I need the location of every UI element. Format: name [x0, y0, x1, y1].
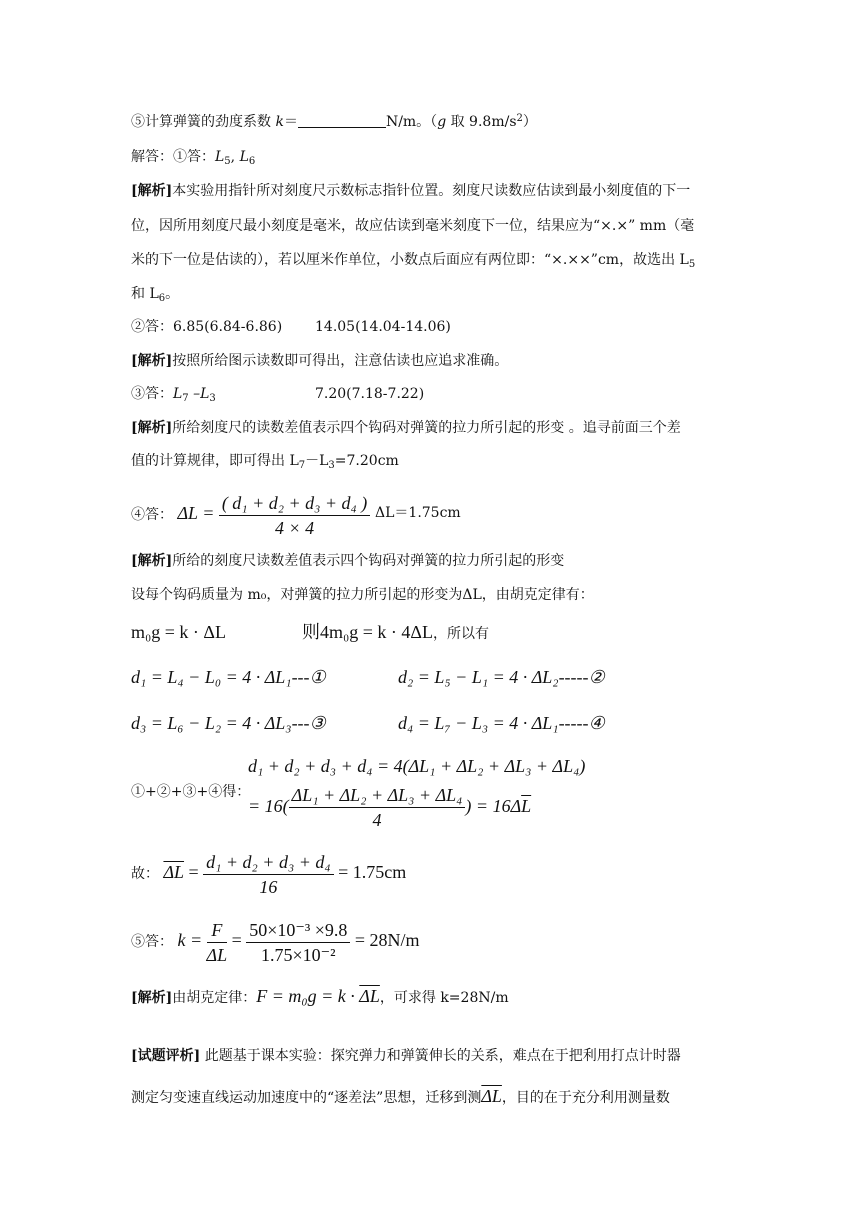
fraction — [207, 918, 228, 967]
denominator: ΔL — [206, 944, 228, 965]
analysis-4 — [131, 551, 564, 571]
fraction — [289, 783, 466, 832]
formula: d₄ = L₇ − L₃ = 4 · ΔL₁-----④ — [398, 713, 605, 733]
l6: L — [239, 149, 249, 165]
formula: d₂ = L₅ − L₁ = 4 · ΔL₂-----② — [398, 667, 605, 687]
analysis-tag: [解析] — [131, 183, 173, 199]
l-bar: $\overline{L}$ — [521, 796, 532, 816]
formula-lhs: ΔL = — [177, 503, 215, 523]
formula: = 16( — [248, 796, 289, 816]
answer-3 — [131, 384, 216, 404]
answer-3-value — [315, 384, 424, 404]
text: 本实验用指针所对刻度尺示数标志指针位置。刻度尺读数应估读到最小刻度值的下一 — [172, 183, 691, 199]
sum-line1 — [248, 756, 585, 776]
numerator: ΔL₁ + ΔL₂ + ΔL₃ + ΔL₄ — [289, 783, 466, 808]
text: 值的计算规律，即可得出 L — [131, 453, 299, 469]
analysis-tag: [解析] — [131, 353, 173, 369]
label: ④答： — [131, 507, 173, 523]
close-paren: ） — [522, 114, 537, 130]
l-bar: $\overline{\Delta L}$ — [359, 986, 380, 1006]
review-line1 — [131, 1046, 681, 1066]
answer-blank — [298, 113, 386, 128]
text: 所给刻度尺的读数差值表示四个钩码对弹簧的拉力所引起的形变 。追寻前面三个差 — [172, 420, 681, 436]
eq-2 — [398, 667, 605, 687]
answer-4 — [131, 487, 370, 541]
formula: k = — [177, 930, 203, 950]
mass-line — [131, 585, 594, 605]
label: ③答： — [131, 386, 173, 402]
text: 所给的刻度尺读数差值表示四个钩码对弹簧的拉力所引起的形变 — [172, 553, 565, 569]
text: 设每个钩码质量为 m₀，对弹簧的拉力所引起的形变为ΔL，由胡克定律有： — [131, 587, 594, 603]
analysis-3-line2 — [131, 451, 399, 471]
formula: F = m₀g = k · — [256, 986, 360, 1006]
formula: d₁ + d₂ + d₃ + d₄ = 4(ΔL₁ + ΔL₂ + ΔL₃ + ΔL₄) — [248, 756, 586, 776]
therefore — [131, 846, 406, 900]
sum-line2 — [248, 780, 531, 832]
text: ，可求得 k=28N/m — [379, 990, 509, 1006]
analysis-5 — [131, 986, 509, 1008]
analysis-1-line2 — [131, 216, 694, 236]
sub: 3 — [209, 393, 216, 404]
answer-1 — [131, 147, 255, 167]
text: 测定匀变速直线运动加速度中的“逐差法”思想，迁移到测 — [131, 1090, 482, 1106]
text: －L — [305, 453, 329, 469]
analysis-3-line1 — [131, 418, 681, 438]
l-bar: $\overline{\Delta L}$ — [163, 862, 185, 882]
fraction — [203, 850, 333, 899]
denominator: 4 × 4 — [274, 517, 315, 538]
formula: d₁ = L₄ − L₀ = 4 · ΔL₁---① — [131, 667, 326, 687]
eq-4 — [398, 713, 605, 733]
analysis-tag: [解析] — [131, 990, 173, 1006]
text: ΔL＝1.75cm — [375, 505, 461, 521]
g-text: 取 9.8m/s — [446, 114, 517, 130]
review-line2 — [131, 1086, 670, 1108]
q5-prefix: ⑤计算弹簧的劲度系数 — [131, 114, 276, 130]
l5: L — [215, 149, 225, 165]
hooke-b — [302, 622, 489, 645]
answer-2 — [131, 317, 282, 337]
numerator: d₁ + d₂ + d₃ + d₄ — [203, 850, 333, 875]
text: ，所以有 — [433, 627, 489, 642]
result: = 1.75cm — [338, 862, 407, 882]
l: –L — [188, 386, 210, 402]
eq-1 — [131, 667, 326, 687]
sub: 7 — [298, 460, 306, 471]
text: 米的下一位是估读的），若以厘米作单位，小数点后面应有两位即：“×.××”cm，故选出 L — [131, 252, 689, 268]
numerator: 50×10⁻³ ×9.8 — [246, 918, 350, 943]
k-symbol: k — [275, 114, 284, 130]
text: 按照所给图示读数即可得出，注意估读也应追求准确。 — [172, 353, 509, 369]
text: 7.20(7.18-7.22) — [315, 386, 425, 402]
l-bar: $\overline{\Delta L}$ — [481, 1086, 502, 1106]
text: ②答：6.85(6.84-6.86) — [131, 319, 283, 335]
sub: 7 — [182, 393, 189, 404]
answer-2b — [315, 317, 451, 337]
answer-5 — [131, 914, 420, 968]
eq: = — [231, 930, 242, 950]
numerator: ( d₁ + d₂ + d₃ + d₄ ) — [219, 491, 370, 516]
result: = 28N/m — [354, 930, 420, 950]
text: ①+②+③+④得： — [131, 784, 251, 800]
denominator: 16 — [259, 876, 278, 897]
analysis-2 — [131, 351, 508, 371]
text: 和 L — [131, 286, 159, 302]
sub: 5 — [224, 156, 231, 167]
analysis-tag: [解析] — [131, 420, 173, 436]
sub: 5 — [688, 259, 696, 270]
unit: N/m。（ — [385, 114, 438, 130]
denominator: 4 — [372, 810, 382, 831]
exp: 2 — [516, 113, 523, 124]
g-symbol: g — [437, 114, 447, 130]
formula: m₀g = k · ΔL — [131, 622, 226, 642]
sum-label — [131, 782, 250, 802]
formula: 则4m₀g = k · 4ΔL — [302, 622, 433, 642]
text: 由胡克定律： — [172, 990, 257, 1006]
formula: d₃ = L₆ − L₂ = 4 · ΔL₃---③ — [131, 713, 326, 733]
hooke-a — [131, 622, 226, 642]
answer-4-result — [375, 503, 461, 523]
analysis-1-line1 — [131, 181, 690, 201]
eq: = — [184, 862, 199, 882]
label: 故： — [131, 866, 159, 882]
fraction — [246, 918, 350, 967]
label: ⑤答： — [131, 934, 173, 950]
text: ，目的在于充分利用测量数 — [501, 1090, 670, 1106]
text: 14.05(14.04-14.06) — [315, 319, 451, 335]
eq-3 — [131, 713, 326, 733]
analysis-1-line4 — [131, 284, 179, 304]
sub: 6 — [248, 156, 256, 167]
text: 此题基于课本实验：探究弹力和弹簧伸长的关系，难点在于把利用打点计时器 — [200, 1048, 681, 1064]
analysis-1-line3 — [131, 250, 695, 270]
l: L — [173, 386, 183, 402]
eq-sign: ＝ — [283, 114, 298, 130]
question-5 — [131, 112, 537, 132]
sub: 3 — [328, 460, 335, 471]
numerator: F — [207, 918, 228, 943]
text: 。 — [165, 286, 180, 302]
answer-label: 解答：①答： — [131, 149, 215, 165]
text: 位，因所用刻度尺最小刻度是毫米，故应估读到毫米刻度下一位，结果应为“×.×” mm（毫 — [131, 218, 695, 234]
sub: 6 — [158, 293, 166, 304]
sep: , — [230, 149, 240, 165]
analysis-tag: [解析] — [131, 553, 173, 569]
denominator: 1.75×10⁻² — [261, 944, 336, 965]
text: =7.20cm — [334, 453, 399, 469]
formula: ) = 16Δ — [465, 796, 522, 816]
review-tag: [试题评析] — [131, 1048, 201, 1064]
fraction — [219, 491, 370, 540]
